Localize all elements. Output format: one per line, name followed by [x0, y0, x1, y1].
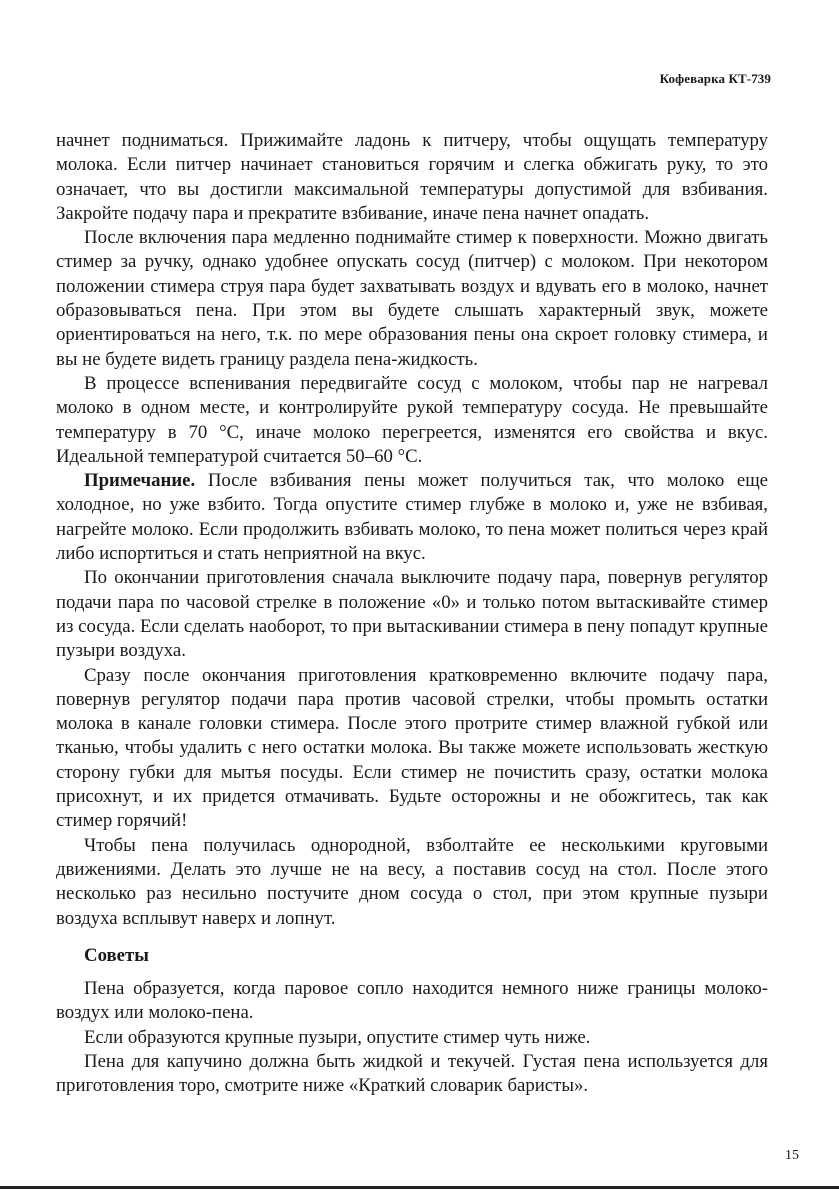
- running-header: Кофеварка КТ-739: [659, 71, 771, 86]
- tip-item: Если образуются крупные пузыри, опустите стимер чуть ниже.: [84, 1026, 591, 1048]
- paragraph-continued: начнет подниматься. Прижимайте ладонь к питчеру, чтобы ощущать температуру молока. Если питчер начинает становиться горячим и слегка обжигать руку, то это означает, что вы достигли максимальной температуры допустимой для взбивания. Закройте подачу пара и прекратите взбивание, иначе пена начнет опадать.: [56, 130, 768, 224]
- paragraph-steamer-raise: После включения пара медленно поднимайте стимер к поверхности. Можно двигать стимер за ручку, однако удобнее опускать сосуд (питчер) с молоком. При некотором положении стимера струя пара будет захватывать воздух и вдувать его в молоко, начнет образовываться пена. При этом вы будете слышать характерный звук, можете ориентироваться на него, т.к. по мере образования пены она скроет головку стимера, и вы не будете видеть границу раздела пена-жидкость.: [56, 227, 768, 370]
- note-text: После взбивания пены может получиться так, что молоко еще холодное, но уже взбито. Тогда опустите стимер глубже в молоко и, уже не взбивая, нагрейте молоко. Если продолжить взбивать молоко, то пена может политься через край либо испортиться и стать неприятной на вкус.: [56, 470, 768, 565]
- note-paragraph: [56, 469, 768, 566]
- paragraph-uniform-foam: Чтобы пена получилась однородной, взболтайте ее несколькими круговыми движениями. Делать это лучше не на весу, а поставив сосуд на стол. После этого несколько раз несильно постучите дном сосуда о стол, при этом крупные пузыри воздуха всплывут наверх и лопнут.: [56, 834, 768, 929]
- tip-item: Пена для капучино должна быть жидкой и текучей. Густая пена используется для приготовления торо, смотрите ниже «Краткий словарик баристы».: [56, 1050, 768, 1097]
- page-number: 15: [785, 1148, 799, 1163]
- paragraph-cleaning: Сразу после окончания приготовления кратковременно включите подачу пара, повернув регулятор подачи пара против часовой стрелки, чтобы промыть остатки молока в канале головки стимера. После этого протрите стимер влажной губкой или тканью, чтобы удалить с него остатки молока. Вы также можете использовать жесткую сторону губки для мытья посуды. Если стимер не почистить сразу, остатки молока присохнут, и их придется отмачивать. Будьте осторожны и не обожгитесь, так как стимер горячий!: [56, 664, 768, 832]
- paragraph-finish: По окончании приготовления сначала выключите подачу пара, повернув регулятор подачи пара по часовой стрелке в положение «0» и только потом вытаскивайте стимер из сосуда. Если сделать наоборот, то при вытаскивании стимера в пену попадут крупные пузыри воздуха.: [56, 567, 768, 662]
- body-text: [56, 129, 768, 1099]
- tips-heading: Советы: [84, 944, 149, 966]
- paragraph-temperature: В процессе вспенивания передвигайте сосуд с молоком, чтобы пар не нагревал молоко в одном месте, и контролируйте рукой температуру сосуда. Не превышайте температуру в 70 °С, иначе молоко перегреется, изменятся его свойства и вкус. Идеальной температурой считается 50–60 °С.: [56, 372, 768, 467]
- note-label: Примечание.: [84, 470, 196, 492]
- tip-item: Пена образуется, когда паровое сопло находится немного ниже границы молоко-воздух или молоко-пена.: [56, 978, 768, 1024]
